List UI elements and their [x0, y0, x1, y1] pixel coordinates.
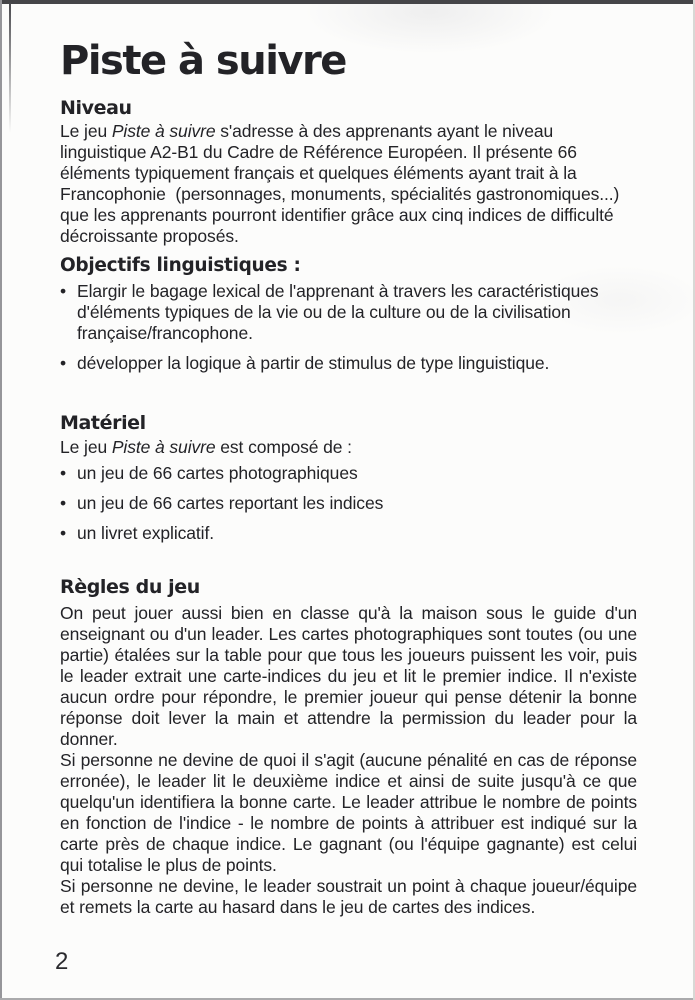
objectifs-item-text: Elargir le bagage lexical de l'apprenant à travers les caractéristiques d'éléments typiques de la vie ou de la culture ou de la civilisation française/francophone. — [77, 281, 599, 344]
materiel-list-item — [60, 493, 637, 514]
materiel-list-item — [60, 463, 637, 484]
section-materiel — [60, 413, 637, 544]
section-niveau — [60, 98, 637, 374]
regles-paragraph: Si personne ne devine de quoi il s'agit (aucune pénalité en cas de réponse erronée), le leader lit le deuxième indice et ainsi de suite jusqu'à ce que quelqu'un identifiera la bonne carte. Le leader attribue le nombre de points en fonction de l'indice - le nombre de points à attribuer est indiqué sur la carte près de chaque indice. Le gagnant (ou l'équipe gagnante) est celui qui totalise le plus de points. — [60, 750, 637, 876]
materiel-heading: Matériel — [60, 412, 146, 435]
bullet-marker: • — [60, 353, 67, 374]
objectifs-list-item — [60, 353, 637, 374]
section-regles — [60, 577, 637, 918]
section-gap — [60, 383, 637, 413]
objectifs-item-text: développer la logique à partir de stimulus de type linguistique. — [77, 353, 550, 374]
niveau-paragraph — [60, 121, 637, 247]
regles-paragraph: On peut jouer aussi bien en classe qu'à la maison sous le guide d'un enseignant ou d'un leader. Les cartes photographiques sont toutes (ou une partie) étalées sur la table pour que tous les joueurs puissent les voir, puis le leader extrait une carte-indices du jeu et lit le premier indice. Il n'existe aucun ordre pour répondre, le premier joueur qui pense détenir la bonne réponse doit lever la main et attendre la permission du leader pour la donner. — [60, 603, 637, 750]
materiel-item-text: un jeu de 66 cartes reportant les indices — [77, 493, 384, 514]
regles-heading: Règles du jeu — [60, 576, 200, 599]
niveau-intro-suffix: s'adresse à des apprenants ayant le niveau linguistique A2-B1 du Cadre de Référence Européen. Il présente 66 éléments typiquement français et quelques éléments ayant trait à la Francophonie (personnages, monuments, spécialités gastronomiques...) que les apprenants pourront identifier grâce aux cinq indices de difficulté décroissante proposés. — [60, 120, 620, 246]
game-name-italic: Piste à suivre — [111, 120, 216, 141]
bullet-marker: • — [60, 463, 67, 484]
materiel-item-text: un jeu de 66 cartes photographiques — [77, 463, 358, 484]
bullet-marker: • — [60, 281, 67, 302]
niveau-heading: Niveau — [60, 97, 132, 119]
objectifs-list-item — [60, 281, 637, 344]
page-number: 2 — [55, 948, 69, 975]
materiel-item-text: un livret explicatif. — [77, 523, 214, 544]
materiel-intro — [60, 437, 637, 458]
materiel-intro-suffix: est composé de : — [215, 437, 352, 458]
materiel-intro-prefix: Le jeu — [60, 437, 112, 458]
niveau-intro-prefix: Le jeu — [60, 120, 112, 141]
regles-paragraph: Si personne ne devine, le leader soustrait un point à chaque joueur/équipe et remets la carte au hasard dans le jeu de cartes des indices. — [60, 876, 637, 918]
materiel-list-item — [60, 523, 637, 544]
section-gap — [60, 553, 637, 577]
objectifs-heading: Objectifs linguistiques : — [60, 254, 301, 276]
page-title: Piste à suivre — [60, 38, 346, 84]
materiel-list — [60, 463, 637, 544]
game-name-italic: Piste à suivre — [111, 437, 216, 458]
objectifs-list — [60, 281, 637, 374]
bullet-marker: • — [60, 523, 67, 544]
bullet-marker: • — [60, 493, 67, 514]
